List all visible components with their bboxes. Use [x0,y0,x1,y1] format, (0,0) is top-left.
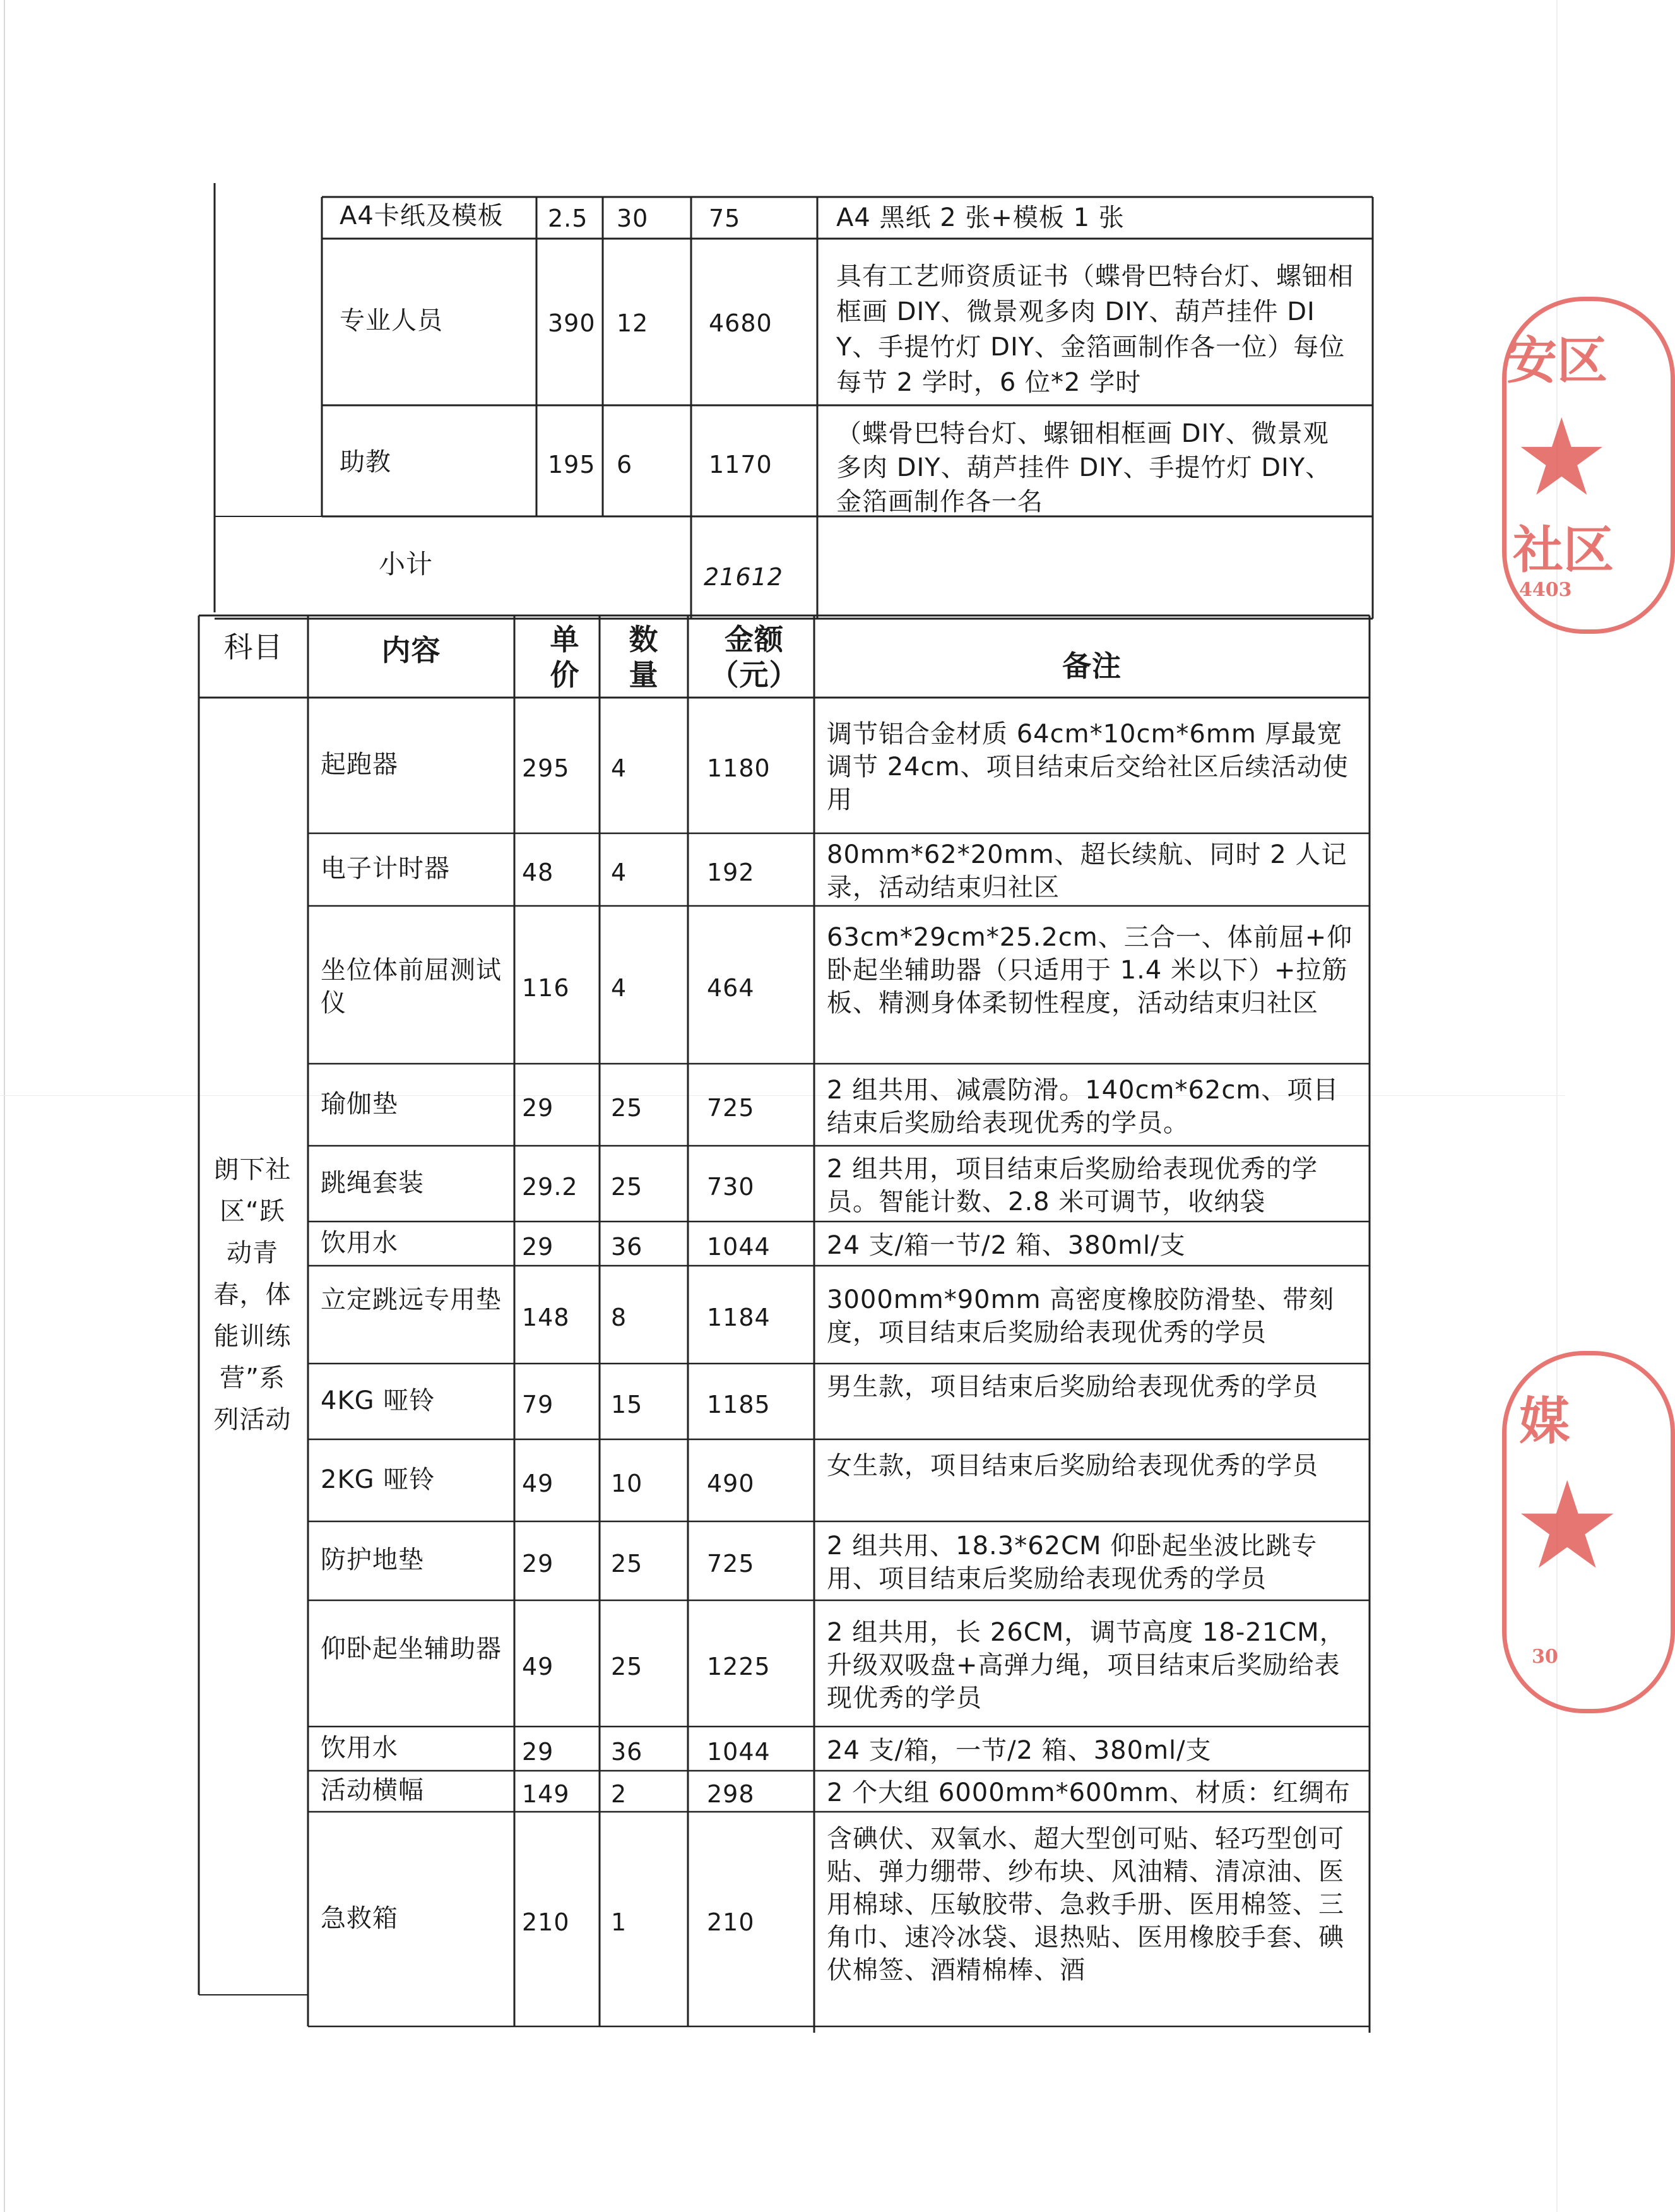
row-note: 2 组共用、减震防滑。140cm*62cm、项目结束后奖励给表现优秀的学员。 [827,1075,1339,1138]
row-amount: 725 [707,1550,755,1578]
row-price: 29 [522,1737,554,1766]
row-note: 24 支/箱一节/2 箱、380ml/支 [827,1230,1186,1260]
row-qty: 25 [611,1550,643,1578]
row-qty: 1 [611,1908,627,1936]
seal2-chars: 媒 [1519,1391,1570,1451]
subtotal-label: 小计 [379,549,434,580]
row-price: 48 [522,859,554,886]
row-price: 148 [522,1304,570,1331]
row-amount: 1184 [707,1304,771,1331]
row-content: 活动横幅 [321,1776,424,1805]
row-amount: 210 [707,1908,755,1936]
row-note: 80mm*62*20mm、超长续航、同时 2 人记录，活动结束归社区 [827,840,1347,902]
row-price: 29 [522,1550,554,1578]
row-amount: 1225 [707,1652,771,1680]
row-note: 63cm*29cm*25.2cm、三合一、体前屈+仰卧起坐辅助器（只适用于 1.4 米以下）+拉筋板、精测身体柔韧性程度，活动结束归社区 [827,922,1353,1018]
row-price: 210 [522,1908,570,1936]
row-content: 立定跳远专用垫 [321,1285,502,1314]
row-content: 助教 [340,448,391,477]
row-note: （蝶骨巴特台灯、螺钿相框画 DIY、微景观多肉 DIY、葫芦挂件 DIY、手提竹灯 DIY、金箔画制作各一名 [836,419,1332,516]
official-seal-bottom [1502,1351,1675,1713]
row-amount: 1185 [707,1390,771,1418]
seal-top-star: ★ [1519,402,1604,513]
row-qty: 2 [611,1780,627,1808]
row-content: 坐位体前屈测试仪 [321,955,502,1018]
row-note: 2 组共用，项目结束后奖励给表现优秀的学员。智能计数、2.8 米可调节，收纳袋 [827,1154,1318,1216]
seal-code: 4403 [1519,579,1572,601]
row-qty: 36 [611,1737,643,1766]
row-qty: 15 [611,1390,643,1418]
row-content: 电子计时器 [321,854,450,883]
seal-top-chars: 安区 [1506,331,1607,390]
seal-bottom-chars: 社区 [1513,520,1614,580]
row-note: 3000mm*90mm 高密度橡胶防滑垫、带刻度，项目结束后奖励给表现优秀的学员 [827,1285,1335,1347]
row-amount: 1044 [707,1232,771,1261]
row-price: 29 [522,1093,554,1122]
row-note: 2 组共用，长 26CM，调节高度 18-21CM，升级双吸盘+高弹力绳，项目结束后奖励给表现优秀的学员 [827,1617,1346,1713]
row-content: 急救箱 [321,1903,398,1933]
header-amount: 金额（元） [709,622,799,692]
row-amount: 298 [707,1780,755,1808]
row-content: 跳绳套装 [321,1168,424,1198]
row-qty: 10 [611,1469,643,1497]
row-content: 2KG 哑铃 [321,1465,435,1494]
official-seal-top [1502,297,1675,634]
row-price: 79 [522,1390,554,1418]
header-qty: 数量 [629,622,659,692]
row-amount: 490 [707,1469,755,1497]
row-content: 饮用水 [321,1733,398,1763]
subject-name: 朗下社区“跃动青春，体能训练营”系列活动 [213,1155,292,1434]
row-qty: 25 [611,1172,643,1201]
row-content: 起跑器 [321,750,398,779]
header-subject: 科目 [223,630,283,664]
row-amount: 725 [707,1093,755,1122]
row-qty: 12 [617,309,649,337]
row-note: 含碘伏、双氧水、超大型创可贴、轻巧型创可贴、弹力绷带、纱布块、风油精、清凉油、医用棉球、压敏胶带、急救手册、医用棉签、三角巾、速冷冰袋、退热贴、医用橡胶手套、碘伏棉签、酒精棉棒、酒 [827,1824,1344,1985]
seal2-star: ★ [1519,1463,1616,1589]
row-qty: 8 [611,1304,627,1331]
row-content: 饮用水 [321,1228,398,1258]
subtotal-amount: 21612 [704,563,783,591]
header-content: 内容 [381,633,441,667]
row-amount: 4680 [709,309,772,337]
row-note: 24 支/箱，一节/2 箱、380ml/支 [827,1735,1212,1765]
row-price: 116 [522,973,570,1002]
row-amount: 75 [709,205,741,232]
row-price: 49 [522,1469,554,1497]
row-content: 防护地垫 [321,1545,424,1574]
row-qty: 25 [611,1652,643,1680]
row-content: 仰卧起坐辅助器 [321,1634,502,1663]
row-note: A4 黑纸 2 张+模板 1 张 [836,203,1125,232]
seal2-code: 30 [1532,1646,1558,1668]
row-note: 2 组共用、18.3*62CM 仰卧起坐波比跳专用、项目结束后奖励给表现优秀的学员 [827,1531,1318,1593]
row-qty: 4 [611,859,627,886]
row-amount: 1170 [709,451,772,479]
row-content: 4KG 哑铃 [321,1386,435,1415]
row-note: 2 个大组 6000mm*600mm、材质：红绸布 [827,1778,1351,1807]
row-content: 专业人员 [340,306,443,335]
row-note: 具有工艺师资质证书（蝶骨巴特台灯、螺钿相框画 DIY、微景观多肉 DIY、葫芦挂件 DIY、手提竹灯 DIY、金箔画制作各一位）每位每节 2 学时，6 位*2 学时 [836,262,1354,397]
row-note: 女生款，项目结束后奖励给表现优秀的学员 [827,1451,1318,1480]
header-price: 单价 [550,622,580,692]
row-qty: 4 [611,754,627,782]
row-note: 调节铝合金材质 64cm*10cm*6mm 厚最宽调节 24cm、项目结束后交给社区后续活动使用 [827,720,1349,814]
row-qty: 36 [611,1232,643,1261]
row-price: 2.5 [548,205,588,232]
header-note: 备注 [1062,649,1122,683]
row-amount: 730 [707,1172,755,1201]
row-price: 149 [522,1780,570,1808]
row-price: 49 [522,1652,554,1680]
row-amount: 1044 [707,1737,771,1766]
row-qty: 25 [611,1093,643,1122]
row-price: 390 [548,309,596,337]
row-qty: 30 [617,205,649,232]
row-price: 29 [522,1232,554,1261]
row-note: 男生款，项目结束后奖励给表现优秀的学员 [827,1372,1318,1401]
row-qty: 6 [617,451,633,479]
row-price: 295 [522,754,570,782]
row-content: A4卡纸及模板 [340,201,504,230]
row-qty: 4 [611,973,627,1002]
row-price: 29.2 [522,1172,578,1201]
row-price: 195 [548,451,596,479]
row-amount: 464 [707,973,755,1002]
row-amount: 192 [707,859,755,886]
row-amount: 1180 [707,754,771,782]
row-content: 瑜伽垫 [321,1089,398,1119]
